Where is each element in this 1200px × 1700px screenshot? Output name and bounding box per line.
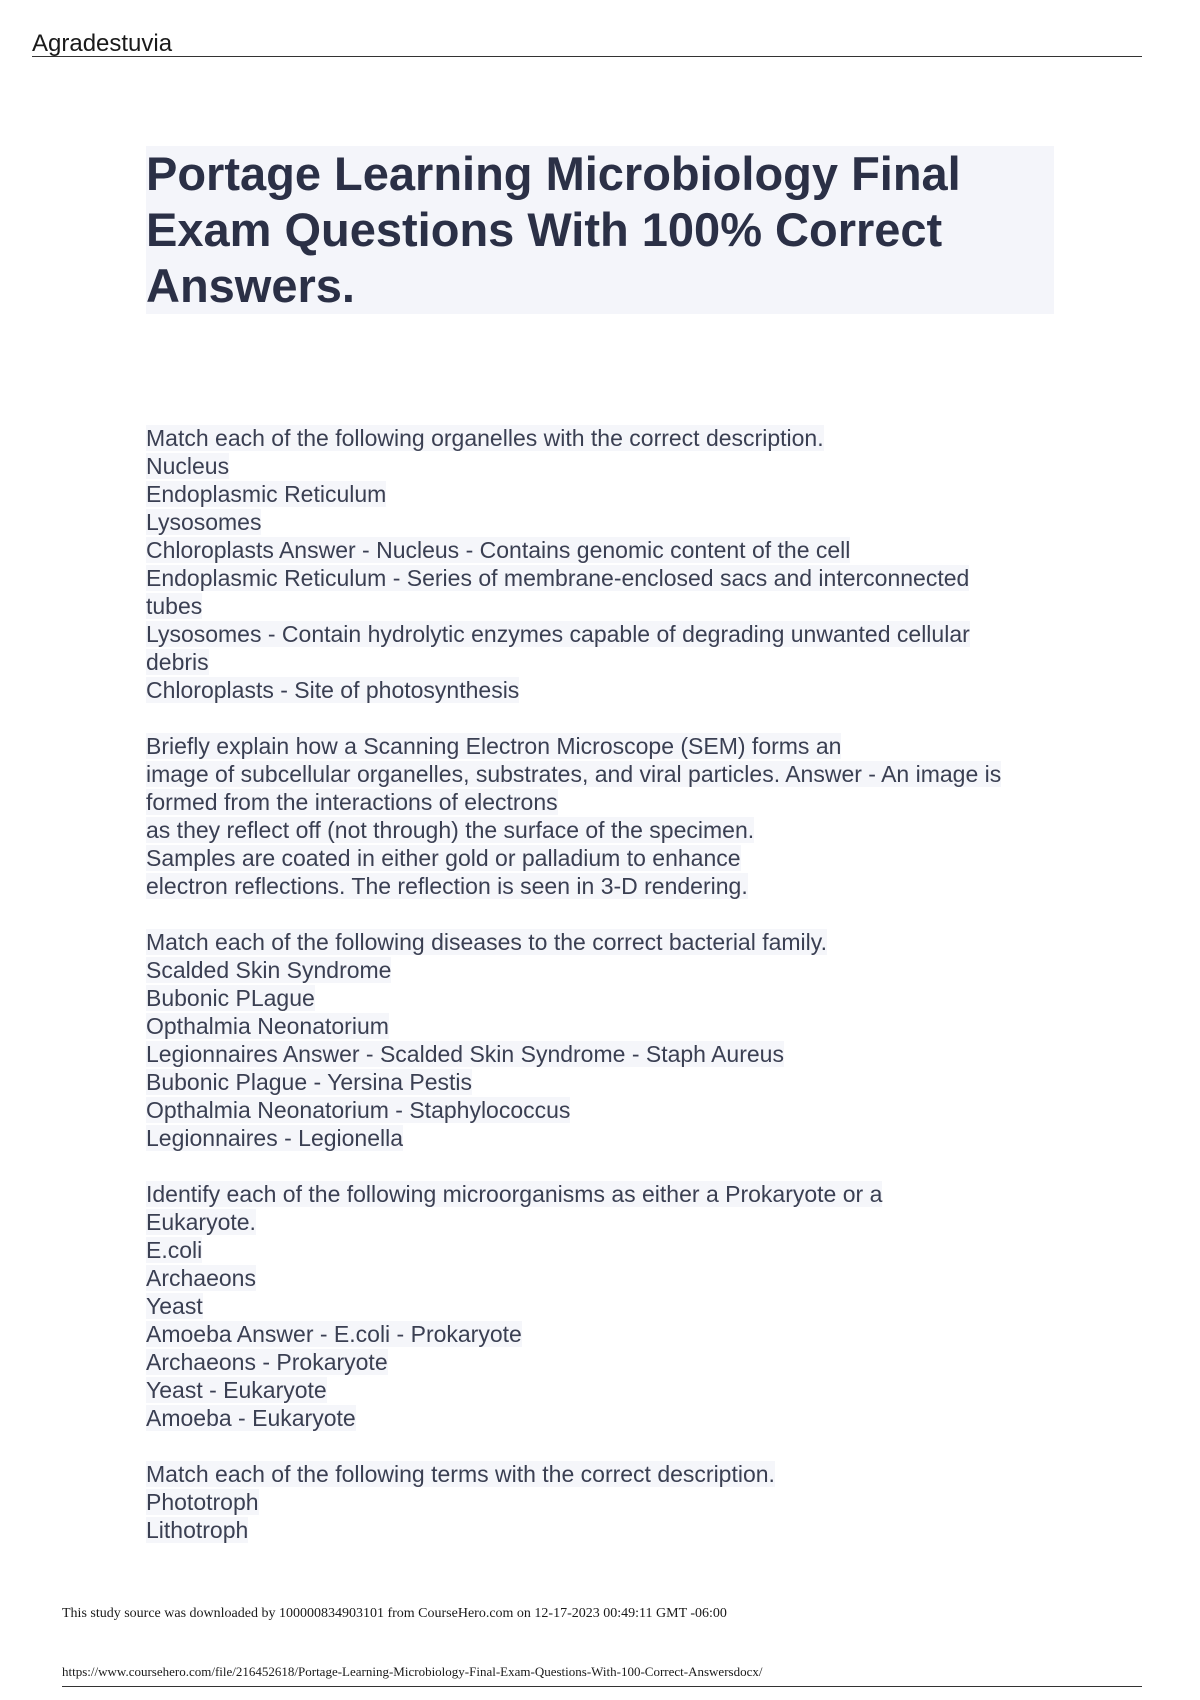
footer-divider: [62, 1686, 1142, 1687]
qa-line-text: Phototroph: [146, 1489, 259, 1515]
qa-line: [146, 1348, 1066, 1376]
qa-line-text: as they reflect off (not through) the surface of the specimen.: [146, 817, 755, 843]
qa-line: [146, 816, 1066, 844]
qa-line-text: debris: [146, 649, 209, 675]
qa-line-text: tubes: [146, 593, 203, 619]
qa-line: [146, 788, 1066, 816]
qa-line-text: Eukaryote.: [146, 1209, 256, 1235]
qa-line: [146, 1096, 1066, 1124]
qa-line: [146, 1488, 1066, 1516]
qa-line: [146, 1320, 1066, 1348]
qa-line: [146, 1068, 1066, 1096]
qa-line-text: Lithotroph: [146, 1517, 249, 1543]
qa-line-text: Amoeba Answer - E.coli - Prokaryote: [146, 1321, 522, 1347]
qa-line: [146, 844, 1066, 872]
qa-line: [146, 508, 1066, 536]
qa-line-text: E.coli: [146, 1237, 203, 1263]
qa-line-text: Briefly explain how a Scanning Electron Microscope (SEM) forms an: [146, 733, 842, 759]
footer-url[interactable]: https://www.coursehero.com/file/216452618/Portage-Learning-Microbiology-Final-Exam-Questions-With-100-Correct-Answersdocx/: [62, 1664, 763, 1679]
qa-line: [146, 760, 1066, 788]
qa-line-text: Lysosomes: [146, 509, 262, 535]
footer-source-notice: This study source was downloaded by 100000834903101 from CourseHero.com on 12-17-2023 00:49:11 GMT -06:00: [62, 1606, 727, 1621]
qa-line: [146, 1012, 1066, 1040]
qa-line: [146, 1124, 1066, 1152]
qa-line-text: Match each of the following terms with the correct description.: [146, 1461, 775, 1487]
qa-line: [146, 1236, 1066, 1264]
qa-line: [146, 676, 1066, 704]
qa-line-text: Identify each of the following microorganisms as either a Prokaryote or a: [146, 1181, 883, 1207]
qa-line-text: Chloroplasts - Site of photosynthesis: [146, 677, 520, 703]
qa-line: [146, 1376, 1066, 1404]
qa-line-text: Amoeba - Eukaryote: [146, 1405, 356, 1431]
qa-line-text: image of subcellular organelles, substrates, and viral particles. Answer - An image is: [146, 761, 1002, 787]
qa-line: [146, 1208, 1066, 1236]
qa-line: [146, 564, 1066, 592]
qa-block: [146, 928, 1066, 1152]
qa-line: [146, 1264, 1066, 1292]
qa-line-text: Yeast: [146, 1293, 203, 1319]
qa-line: [146, 732, 1066, 760]
qa-line-text: Endoplasmic Reticulum - Series of membrane-enclosed sacs and interconnected: [146, 565, 970, 591]
qa-line-text: Chloroplasts Answer - Nucleus - Contains genomic content of the cell: [146, 537, 851, 563]
qa-line-text: formed from the interactions of electrons: [146, 789, 558, 815]
qa-block: [146, 732, 1066, 900]
qa-line: [146, 1516, 1066, 1544]
header-brand: Agradestuvia: [32, 30, 173, 57]
qa-line: [146, 592, 1066, 620]
qa-line-text: electron reflections. The reflection is seen in 3-D rendering.: [146, 873, 748, 899]
qa-line: [146, 424, 1066, 452]
qa-line-text: Opthalmia Neonatorium: [146, 1013, 389, 1039]
qa-line: [146, 928, 1066, 956]
qa-line: [146, 1040, 1066, 1068]
qa-line-text: Endoplasmic Reticulum: [146, 481, 387, 507]
qa-line: [146, 452, 1066, 480]
qa-line-text: Nucleus: [146, 453, 230, 479]
header-divider: [32, 56, 1142, 57]
qa-line: [146, 1404, 1066, 1432]
qa-line-text: Archaeons: [146, 1265, 256, 1291]
document-title: Portage Learning Microbiology Final Exam Questions With 100% Correct Answers.: [146, 147, 961, 312]
qa-line-text: Archaeons - Prokaryote: [146, 1349, 388, 1375]
qa-line-text: Scalded Skin Syndrome: [146, 957, 392, 983]
qa-line: [146, 1460, 1066, 1488]
qa-line-text: Lysosomes - Contain hydrolytic enzymes capable of degrading unwanted cellular: [146, 621, 970, 647]
qa-block: [146, 1460, 1066, 1544]
qa-line-text: Match each of the following organelles with the correct description.: [146, 425, 824, 451]
qa-line-text: Samples are coated in either gold or palladium to enhance: [146, 845, 741, 871]
qa-line: [146, 872, 1066, 900]
qa-line-text: Opthalmia Neonatorium - Staphylococcus: [146, 1097, 571, 1123]
qa-block: [146, 424, 1066, 704]
qa-line: [146, 984, 1066, 1012]
qa-line-text: Yeast - Eukaryote: [146, 1377, 327, 1403]
qa-line: [146, 648, 1066, 676]
qa-line: [146, 536, 1066, 564]
document-content: [146, 424, 1066, 1572]
title-block: [146, 146, 1054, 314]
qa-line: [146, 1180, 1066, 1208]
qa-line-text: Legionnaires Answer - Scalded Skin Syndrome - Staph Aureus: [146, 1041, 784, 1067]
qa-line: [146, 1292, 1066, 1320]
qa-line-text: Bubonic PLague: [146, 985, 315, 1011]
qa-block: [146, 1180, 1066, 1432]
qa-line: [146, 956, 1066, 984]
qa-line-text: Match each of the following diseases to the correct bacterial family.: [146, 929, 827, 955]
qa-line-text: Bubonic Plague - Yersina Pestis: [146, 1069, 473, 1095]
qa-line: [146, 620, 1066, 648]
qa-line: [146, 480, 1066, 508]
qa-line-text: Legionnaires - Legionella: [146, 1125, 404, 1151]
